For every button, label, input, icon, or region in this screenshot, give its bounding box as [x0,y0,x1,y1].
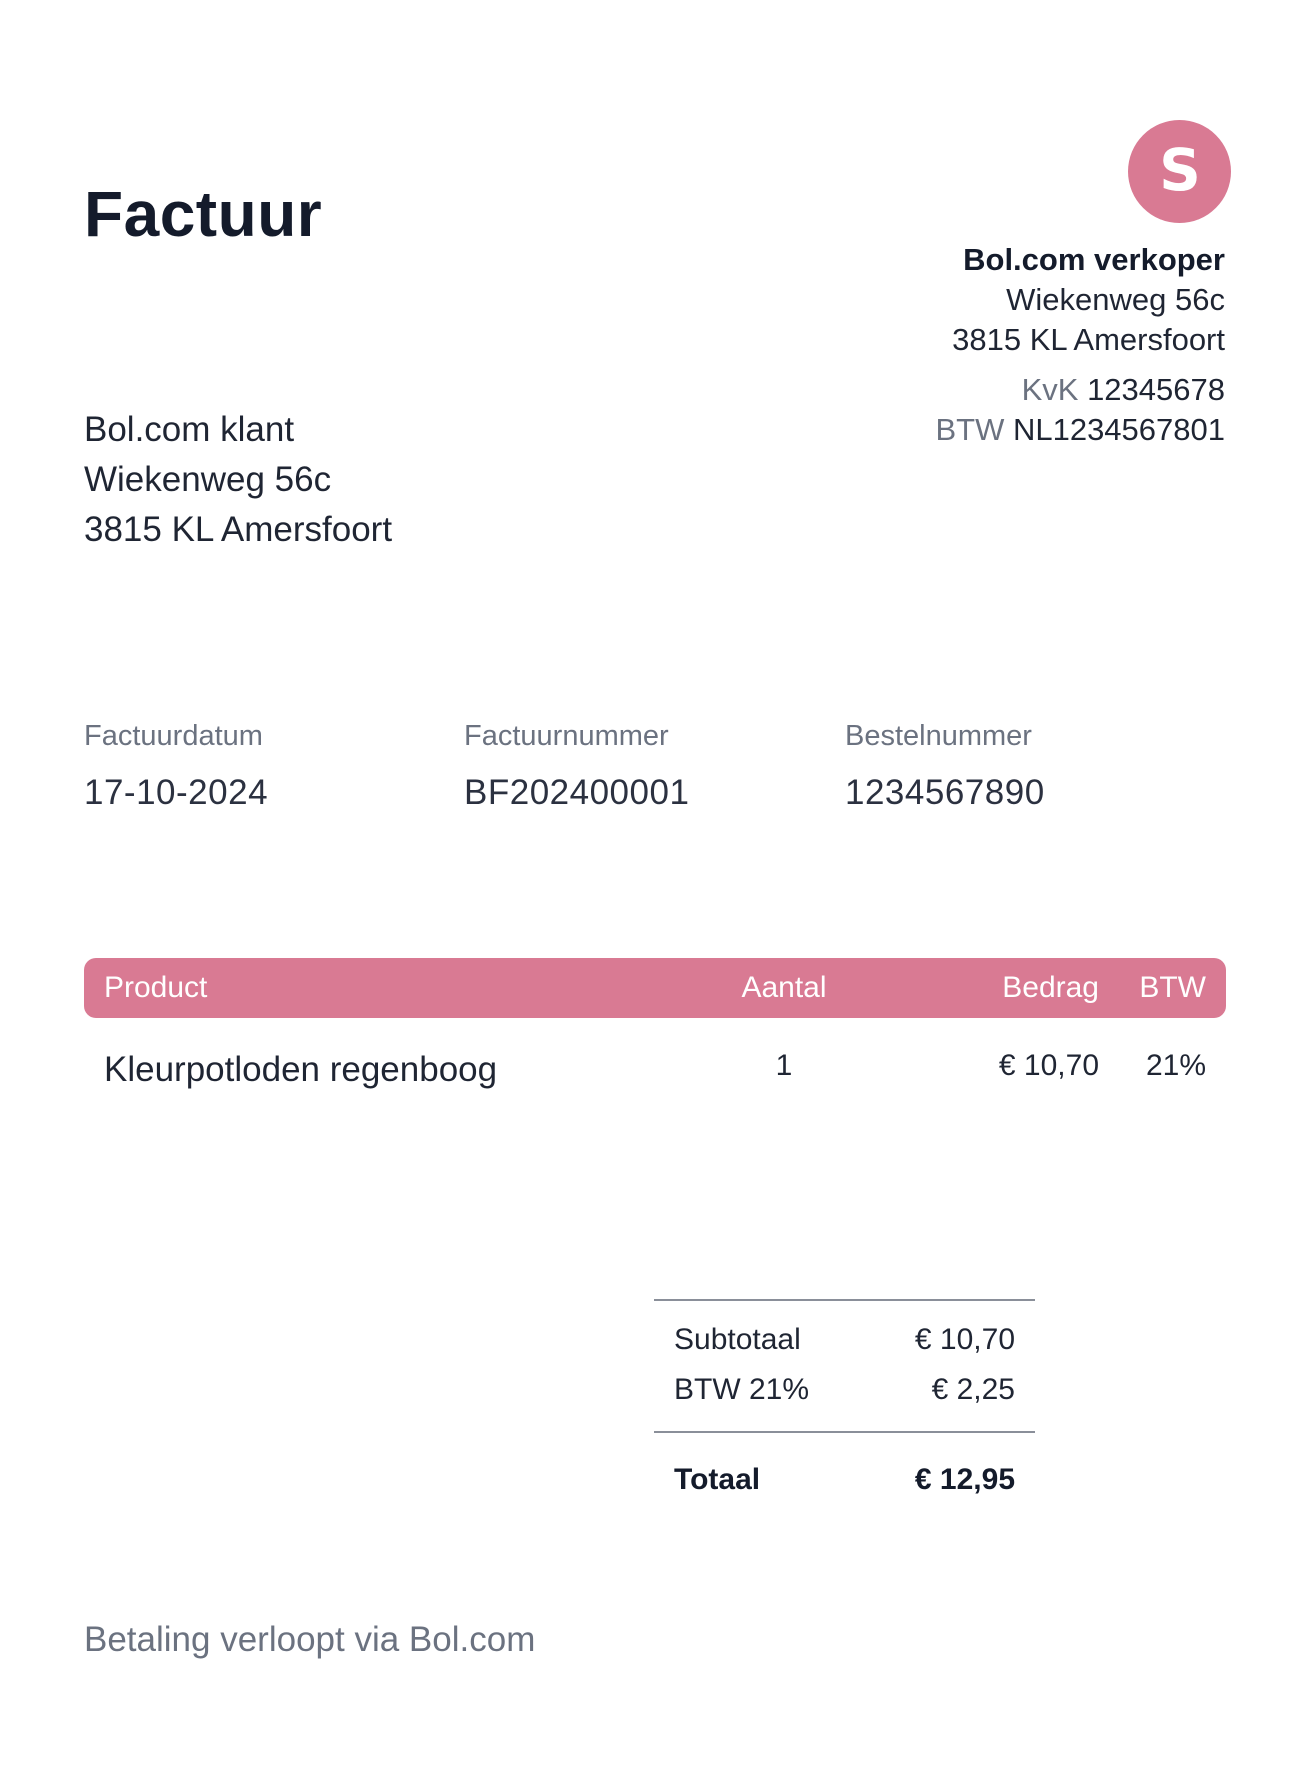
subtotal-value: € 10,70 [914,1323,1015,1356]
seller-kvk-label: KvK [1021,372,1079,407]
seller-address [935,240,1225,450]
invoice-date-value: 17-10-2024 [84,773,269,812]
product-table-header [84,958,1226,1018]
seller-street: Wiekenweg 56c [1006,282,1225,317]
seller-kvk [935,370,1225,410]
row-qty: 1 [775,1049,793,1082]
seller-btw-label: BTW [935,412,1005,447]
header-product: Product [104,971,208,1004]
payment-note: Betaling verloopt via Bol.com [84,1620,536,1659]
table-row [84,1040,1226,1100]
row-amount: € 10,70 [998,1049,1099,1082]
seller-city: 3815 KL Amersfoort [952,322,1225,357]
subtotal-row [654,1315,1035,1365]
order-number-label: Bestelnummer [845,720,1032,752]
invoice-number-label: Factuurnummer [464,720,669,752]
totals-block [654,1299,1035,1505]
customer-address [84,405,392,555]
row-product: Kleurpotloden regenboog [104,1050,498,1089]
header-vat: BTW [1139,971,1206,1004]
subtotal-label: Subtotaal [674,1323,801,1356]
seller-btw-value: NL1234567801 [1012,412,1225,447]
total-value: € 12,95 [914,1463,1015,1496]
invoice-title: Factuur [84,178,323,250]
vat-label: BTW 21% [674,1373,810,1406]
customer-street: Wiekenweg 56c [84,460,332,499]
order-number-value: 1234567890 [845,773,1045,812]
vat-row [654,1365,1035,1415]
total-label: Totaal [674,1463,761,1496]
row-vat: 21% [1145,1049,1206,1082]
header-qty: Aantal [741,971,827,1004]
seller-name: Bol.com verkoper [963,242,1225,277]
invoice-date-label: Factuurdatum [84,720,263,752]
invoice-date [84,716,268,818]
logo-letter: S [1158,141,1201,202]
seller-btw [935,410,1225,450]
total-row [654,1455,1035,1505]
seller-logo [1128,120,1231,223]
customer-city: 3815 KL Amersfoort [84,510,393,549]
vat-value: € 2,25 [931,1373,1015,1406]
logo-s-icon [1150,142,1210,202]
invoice-number-value: BF202400001 [464,773,690,812]
order-number [845,716,1045,818]
header-amount: Bedrag [1002,971,1099,1004]
customer-name: Bol.com klant [84,410,295,449]
seller-kvk-value: 12345678 [1087,372,1225,407]
invoice-number [464,716,689,818]
